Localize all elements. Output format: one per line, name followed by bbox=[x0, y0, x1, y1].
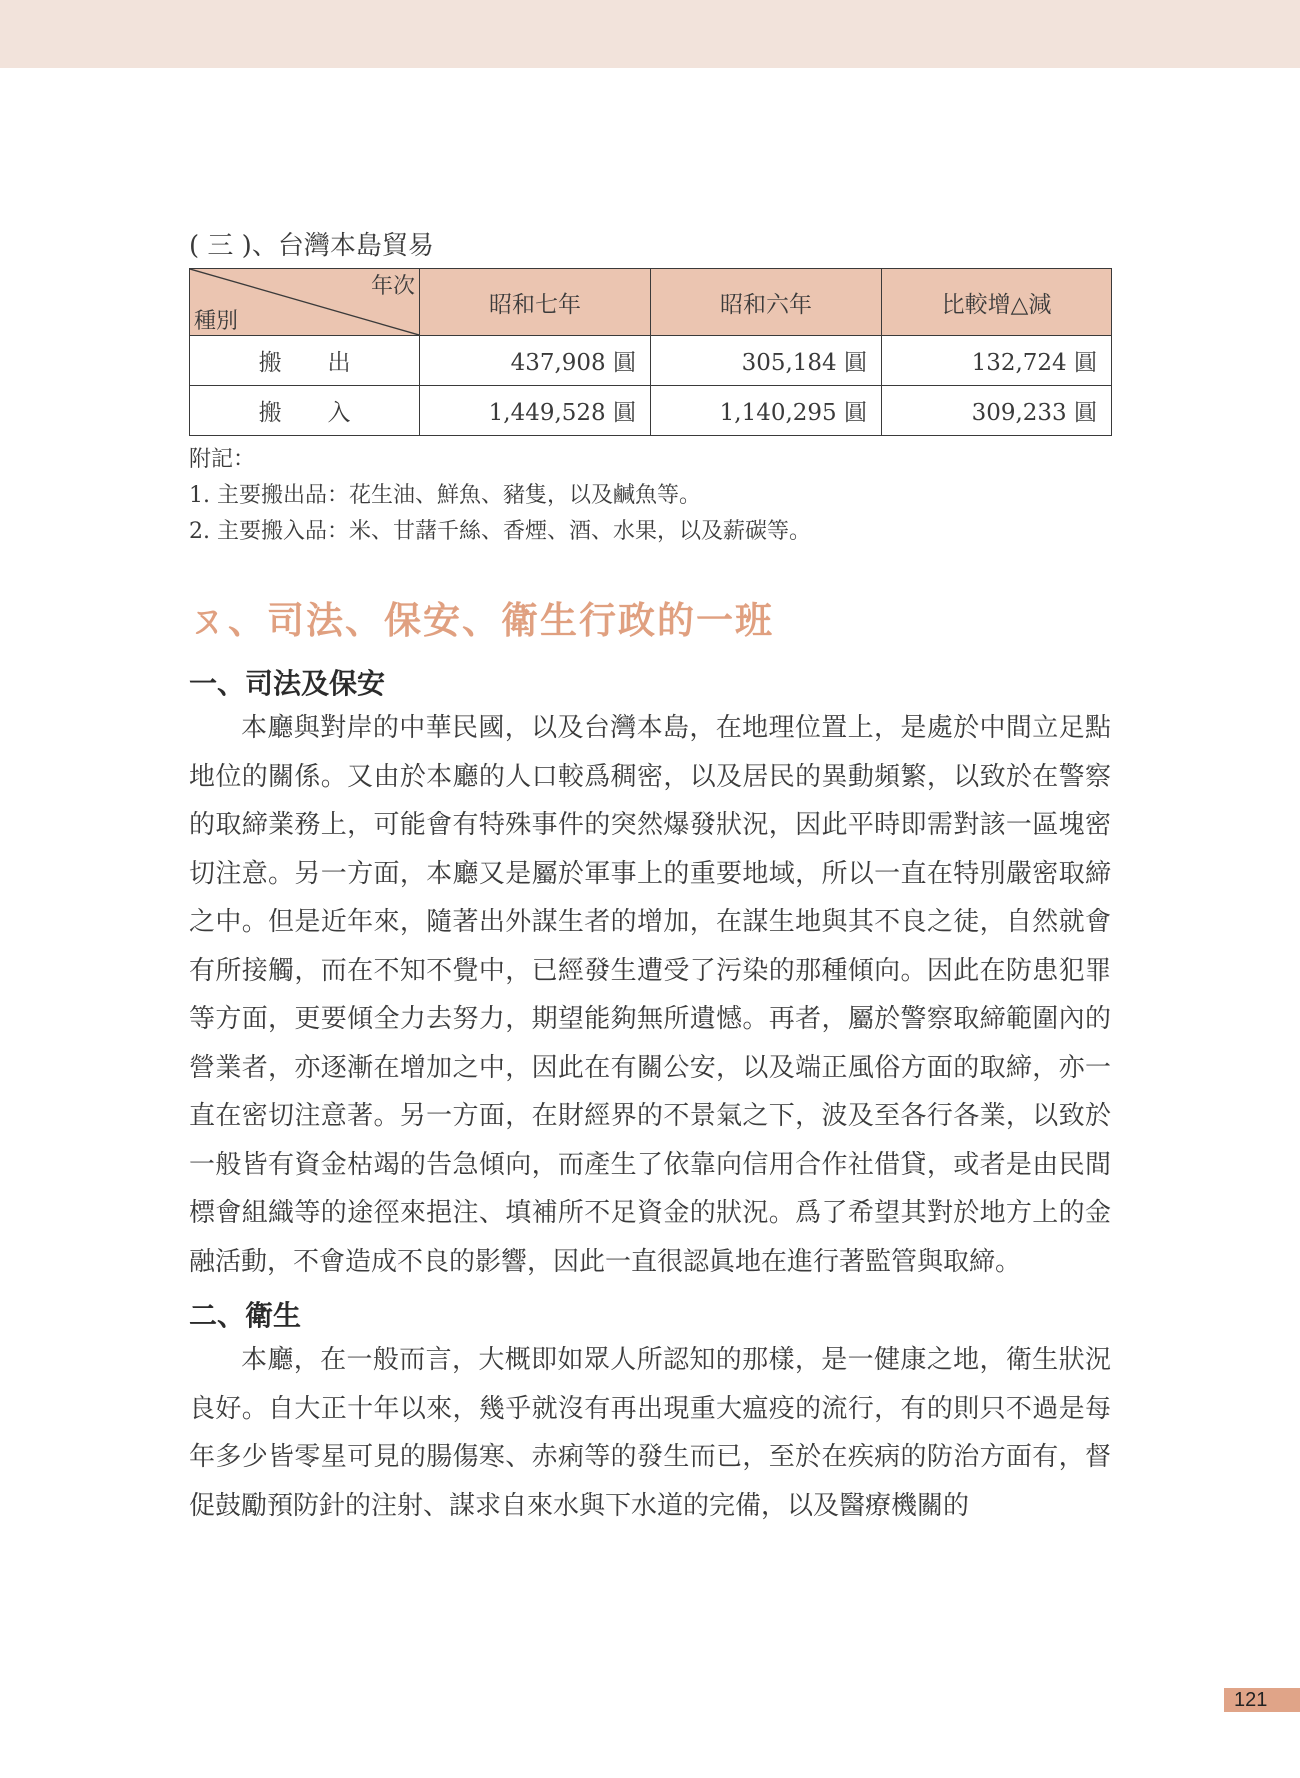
subsection-heading-health: 二、衛生 bbox=[189, 1299, 302, 1332]
section-title: ㄡ、司法、保安、衛生行政的一班 bbox=[189, 599, 774, 642]
notes-heading: 附記： bbox=[189, 447, 256, 472]
table-cell: 1,140,295 圓 bbox=[651, 386, 882, 436]
corner-header-cell bbox=[190, 269, 420, 336]
column-header: 昭和六年 bbox=[651, 269, 882, 336]
table-title: ( 三 )、台灣本島貿易 bbox=[189, 231, 434, 261]
note-item: 2. 主要搬入品：米、甘藷千絲、香煙、酒、水果，以及薪碳等。 bbox=[189, 519, 811, 544]
table-header-row bbox=[190, 269, 1112, 336]
paragraph-health: 本廳，在一般而言，大概即如眾人所認知的那樣，是一健康之地，衛生狀況良好。自大正十年以來，幾乎就沒有再出現重大瘟疫的流行，有的則只不過是每年多少皆零星可見的腸傷寒、赤痢等的發生而已，至於在疾病的防治方面有，督促鼓勵預防針的注射、謀求自來水與下水道的完備，以及醫療機關的 bbox=[189, 1345, 1111, 1521]
table-cell: 437,908 圓 bbox=[420, 336, 651, 386]
page-content bbox=[189, 230, 1111, 1530]
table-cell: 305,184 圓 bbox=[651, 336, 882, 386]
paragraph-justice: 本廳與對岸的中華民國，以及台灣本島，在地理位置上，是處於中間立足點地位的關係。又由於本廳的人口較爲稠密，以及居民的異動頻繁，以致於在警察的取締業務上，可能會有特殊事件的突然爆發狀況，因此平時即需對該一區塊密切注意。另一方面，本廳又是屬於軍事上的重要地域，所以一直在特別嚴密取締之中。但是近年來，隨著出外謀生者的增加，在謀生地與其不良之徒，自然就會有所接觸，而在不知不覺中，已經發生遭受了污染的那種傾向。因此在防患犯罪等方面，更要傾全力去努力，期望能夠無所遺憾。再者，屬於警察取締範圍內的營業者，亦逐漸在增加之中，因此在有關公安，以及端正風俗方面的取締，亦一直在密切注意著。另一方面，在財經界的不景氣之下，波及至各行各業，以致於一般皆有資金枯竭的告急傾向，而產生了依靠向信用合作社借貸，或者是由民間標會組織等的途徑來挹注、填補所不足資金的狀況。爲了希望其對於地方上的金融活動，不會造成不良的影響，因此一直很認眞地在進行著監管與取締。 bbox=[189, 713, 1111, 1277]
trade-table bbox=[189, 268, 1112, 436]
corner-year-label: 年次 bbox=[370, 274, 415, 299]
table-row bbox=[190, 336, 1112, 386]
row-label: 搬 出 bbox=[190, 336, 420, 386]
column-header: 比較增△減 bbox=[882, 269, 1112, 336]
column-header: 昭和七年 bbox=[420, 269, 651, 336]
table-row bbox=[190, 386, 1112, 436]
table-cell: 132,724 圓 bbox=[882, 336, 1112, 386]
table-cell: 309,233 圓 bbox=[882, 386, 1112, 436]
row-label: 搬 入 bbox=[190, 386, 420, 436]
top-band bbox=[0, 0, 1300, 68]
corner-kind-label: 種別 bbox=[194, 309, 239, 334]
subsection-heading-justice: 一、司法及保安 bbox=[189, 667, 386, 700]
note-item: 1. 主要搬出品：花生油、鮮魚、豬隻，以及鹹魚等。 bbox=[189, 483, 701, 508]
notes bbox=[189, 442, 1111, 550]
table-cell: 1,449,528 圓 bbox=[420, 386, 651, 436]
page-number: 121 bbox=[1224, 1688, 1300, 1712]
